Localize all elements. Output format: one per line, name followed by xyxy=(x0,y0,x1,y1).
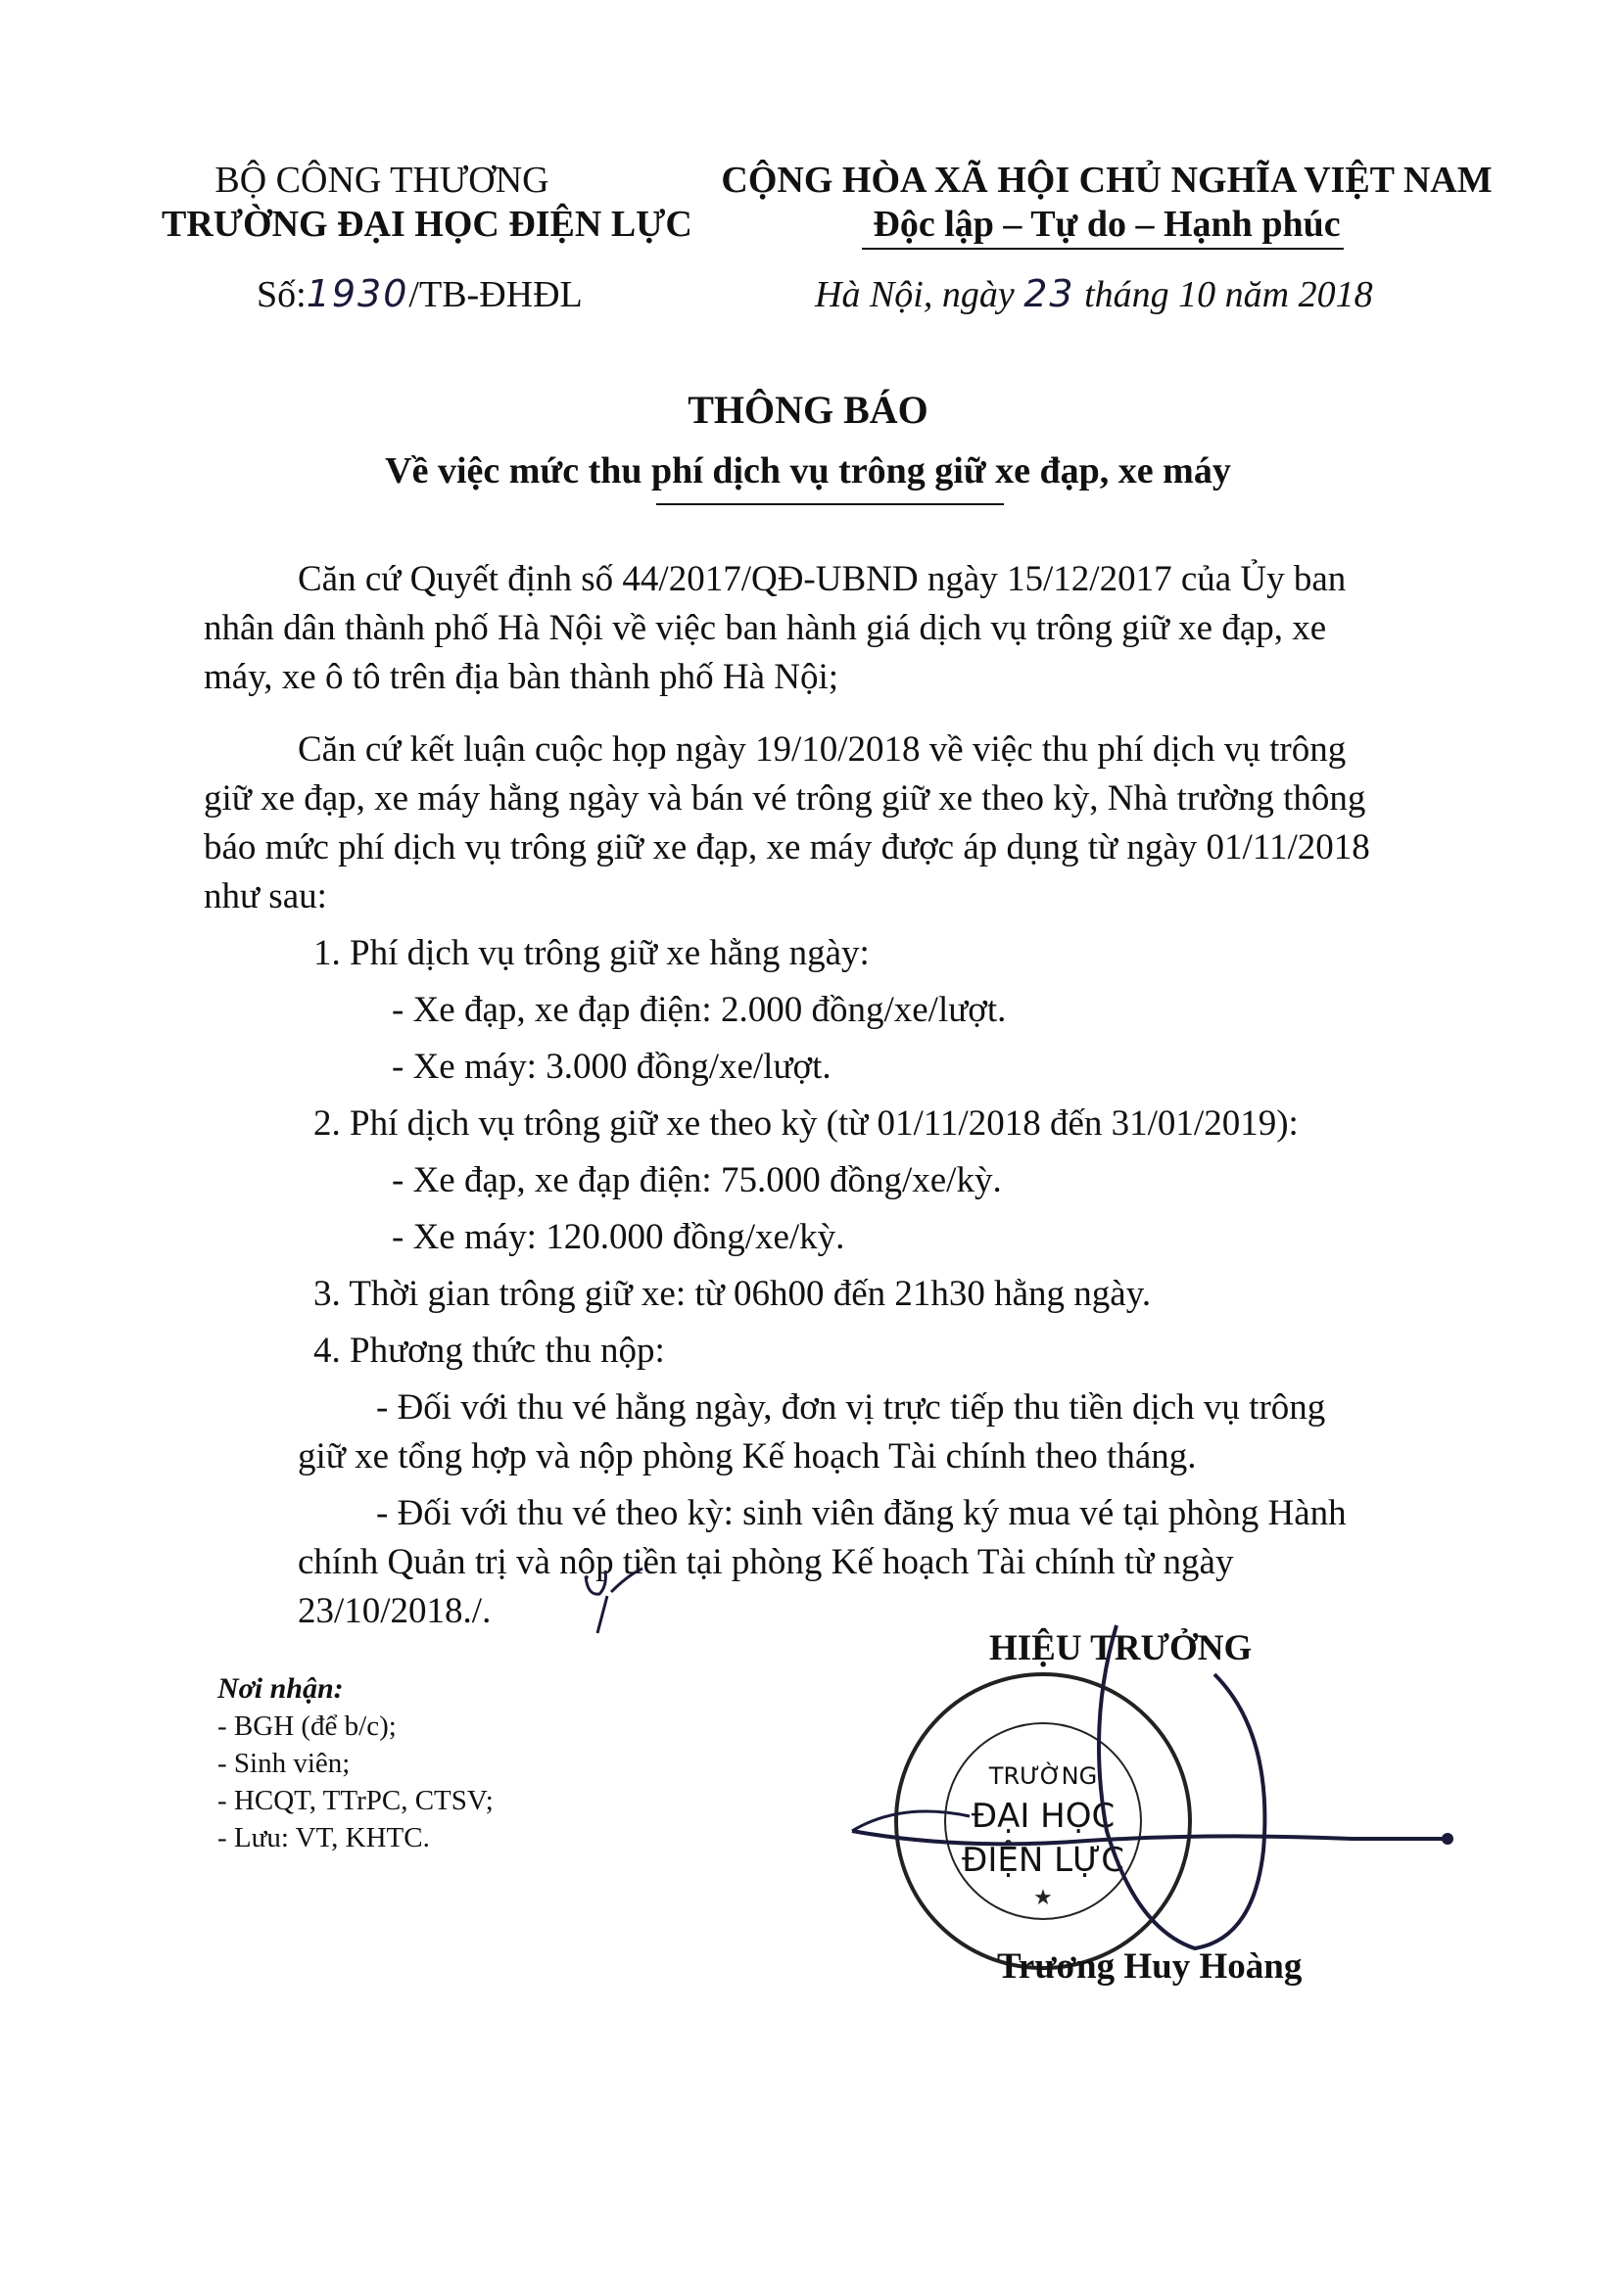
body-line: 23/10/2018./. xyxy=(298,1591,492,1631)
number-suffix: /TB-ĐHĐL xyxy=(408,274,583,315)
item-term-fee xyxy=(204,1100,1455,1262)
seal-text-2: ĐẠI HỌC xyxy=(971,1797,1116,1836)
body-line: Căn cứ Quyết định số 44/2017/QĐ-UBND ngày 15/12/2017 của Ủy ban xyxy=(298,559,1347,599)
body-line: báo mức phí dịch vụ trông giữ xe đạp, xe máy được áp dụng từ ngày 01/11/2018 xyxy=(204,827,1370,867)
item-hours: 3. Thời gian trông giữ xe: từ 06h00 đến 21h30 hằng ngày. xyxy=(313,1274,1152,1314)
document-number xyxy=(257,270,583,318)
motto-underline xyxy=(862,248,1344,250)
seal-text-1: TRƯỜNG xyxy=(988,1762,1098,1790)
national-motto: Độc lập – Tự do – Hạnh phúc xyxy=(873,204,1341,245)
signer-role: HIỆU TRƯỞNG xyxy=(989,1628,1253,1668)
ministry-name: BỘ CÔNG THƯƠNG xyxy=(214,160,549,201)
svg-text:★: ★ xyxy=(1033,1885,1053,1909)
number-handwritten: 1930 xyxy=(306,272,409,315)
body-line: giữ xe tổng hợp và nộp phòng Kế hoạch Tài chính theo tháng. xyxy=(298,1436,1197,1476)
recipients-block xyxy=(217,1670,494,1856)
subtitle-underline xyxy=(656,503,1004,505)
number-prefix: Số: xyxy=(257,274,307,315)
date-prefix: Hà Nội, ngày xyxy=(815,274,1024,315)
document-subtitle: Về việc mức thu phí dịch vụ trông giữ xe đạp, xe máy xyxy=(385,450,1231,492)
body-line: giữ xe đạp, xe máy hằng ngày và bán vé trông giữ xe theo kỳ, Nhà trường thông xyxy=(204,778,1366,819)
fee-line: - Xe đạp, xe đạp điện: 75.000 đồng/xe/kỳ. xyxy=(392,1160,1002,1200)
republic-name: CỘNG HÒA XÃ HỘI CHỦ NGHĨA VIỆT NAM xyxy=(721,160,1493,201)
handwritten-initial xyxy=(578,1557,656,1645)
handwritten-signature xyxy=(842,1606,1469,1978)
document-body xyxy=(204,555,1455,1636)
body-line: - Đối với thu vé hằng ngày, đơn vị trực tiếp thu tiền dịch vụ trông xyxy=(376,1387,1326,1428)
document-title: THÔNG BÁO xyxy=(688,388,928,432)
fee-line: - Xe máy: 120.000 đồng/xe/kỳ. xyxy=(392,1217,845,1257)
fee-line: - Xe máy: 3.000 đồng/xe/lượt. xyxy=(392,1047,832,1087)
item-heading: 2. Phí dịch vụ trông giữ xe theo kỳ (từ 01/11/2018 đến 31/01/2019): xyxy=(313,1103,1299,1144)
body-line: Căn cứ kết luận cuộc họp ngày 19/10/2018 về việc thu phí dịch vụ trông xyxy=(298,729,1347,770)
paragraph-legal-basis-1 xyxy=(204,555,1455,702)
item-heading: 1. Phí dịch vụ trông giữ xe hằng ngày: xyxy=(313,933,870,973)
recipient-item: - Lưu: VT, KHTC. xyxy=(217,1822,430,1853)
recipient-item: - Sinh viên; xyxy=(217,1748,351,1779)
date-suffix: tháng 10 năm 2018 xyxy=(1074,274,1373,315)
issue-date xyxy=(815,270,1373,318)
recipients-heading: Nơi nhận: xyxy=(217,1672,344,1705)
item-daily-fee xyxy=(204,929,1455,1092)
date-day-handwritten: 23 xyxy=(1023,272,1075,315)
body-line: nhân dân thành phố Hà Nội về việc ban hành giá dịch vụ trông giữ xe đạp, xe xyxy=(204,608,1327,648)
body-line: như sau: xyxy=(204,876,327,916)
body-line: máy, xe ô tô trên địa bàn thành phố Hà Nội; xyxy=(204,657,839,697)
paragraph-legal-basis-2 xyxy=(204,726,1455,921)
recipient-item: - BGH (để b/c); xyxy=(217,1710,397,1742)
item-heading: 4. Phương thức thu nộp: xyxy=(313,1331,665,1371)
signer-name: Trương Huy Hoàng xyxy=(997,1946,1303,1987)
seal-text-3: ĐIỆN LỰC xyxy=(962,1841,1124,1880)
body-line: - Đối với thu vé theo kỳ: sinh viên đăng ký mua vé tại phòng Hành xyxy=(376,1493,1347,1533)
recipient-item: - HCQT, TTrPC, CTSV; xyxy=(217,1785,494,1816)
university-name: TRƯỜNG ĐẠI HỌC ĐIỆN LỰC xyxy=(162,204,692,245)
fee-line: - Xe đạp, xe đạp điện: 2.000 đồng/xe/lượt. xyxy=(392,990,1007,1030)
item-payment-method xyxy=(204,1327,1455,1636)
body-line: chính Quản trị và nộp tiền tại phòng Kế hoạch Tài chính từ ngày xyxy=(298,1542,1234,1582)
